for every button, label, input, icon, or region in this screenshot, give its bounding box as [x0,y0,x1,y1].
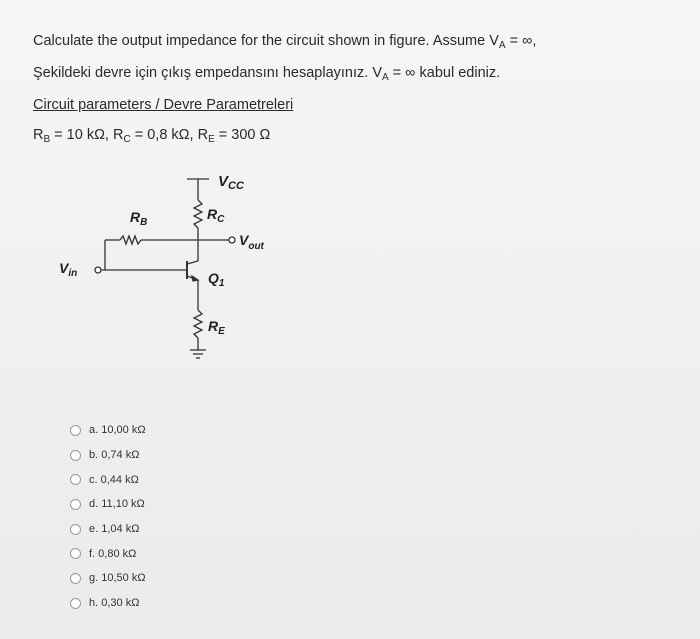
radio-button[interactable] [70,425,81,436]
radio-button[interactable] [70,474,81,485]
question-text-turkish: Şekildeki devre için çıkış empedansını hesaplayınız. $V_A$ = ∞ kabul ediniz. [33,65,501,83]
question-text-english: Calculate the output impedance for the circuit shown in figure. Assume $V_A$ = ∞, [33,33,537,51]
label-rb: $R_B$ [130,209,148,228]
option-label: c. 0,44 kΩ [89,473,139,486]
radio-button[interactable] [70,499,81,510]
option-g[interactable] [70,566,146,591]
option-label: f. 0,80 kΩ [89,547,137,560]
rb-resistor [120,236,141,244]
vout-terminal [229,237,235,243]
radio-button[interactable] [70,450,81,461]
vin-terminal [95,267,101,273]
option-h[interactable] [70,591,146,616]
transistor-collector-lead [187,261,198,264]
option-label: a. 10,00 kΩ [89,424,146,437]
label-q1: $Q_1$ [208,270,225,289]
circuit-parameters: $R_B = 10$ kΩ, $R_C = 0,8$ kΩ, $R_E = 300$ Ω [33,127,271,145]
emitter-arrow [192,276,198,281]
option-label: h. 0,30 kΩ [89,597,140,610]
option-c[interactable] [70,467,146,492]
label-rc: $R_C$ [207,206,225,225]
radio-button[interactable] [70,598,81,609]
label-vin: $V_{in}$ [59,260,78,279]
option-label: g. 10,50 kΩ [89,572,146,585]
circuit-parameters-heading: Circuit parameters / Devre Parametreleri [33,97,294,113]
option-d[interactable] [70,492,146,517]
label-vout: $V_{out}$ [239,232,264,252]
rc-resistor [194,200,202,228]
radio-button[interactable] [70,573,81,584]
answer-options [70,418,146,616]
option-label: b. 0,74 kΩ [89,449,140,462]
option-a[interactable] [70,418,146,443]
radio-button[interactable] [70,548,81,559]
option-e[interactable] [70,517,146,542]
radio-button[interactable] [70,524,81,535]
option-label: d. 11,10 kΩ [89,498,145,511]
label-re: $R_E$ [208,318,225,337]
label-vcc: $V_{CC}$ [218,173,244,192]
re-resistor [194,310,202,338]
option-label: e. 1,04 kΩ [89,523,140,536]
circuit-diagram [40,160,300,375]
option-f[interactable] [70,541,146,566]
option-b[interactable] [70,443,146,468]
